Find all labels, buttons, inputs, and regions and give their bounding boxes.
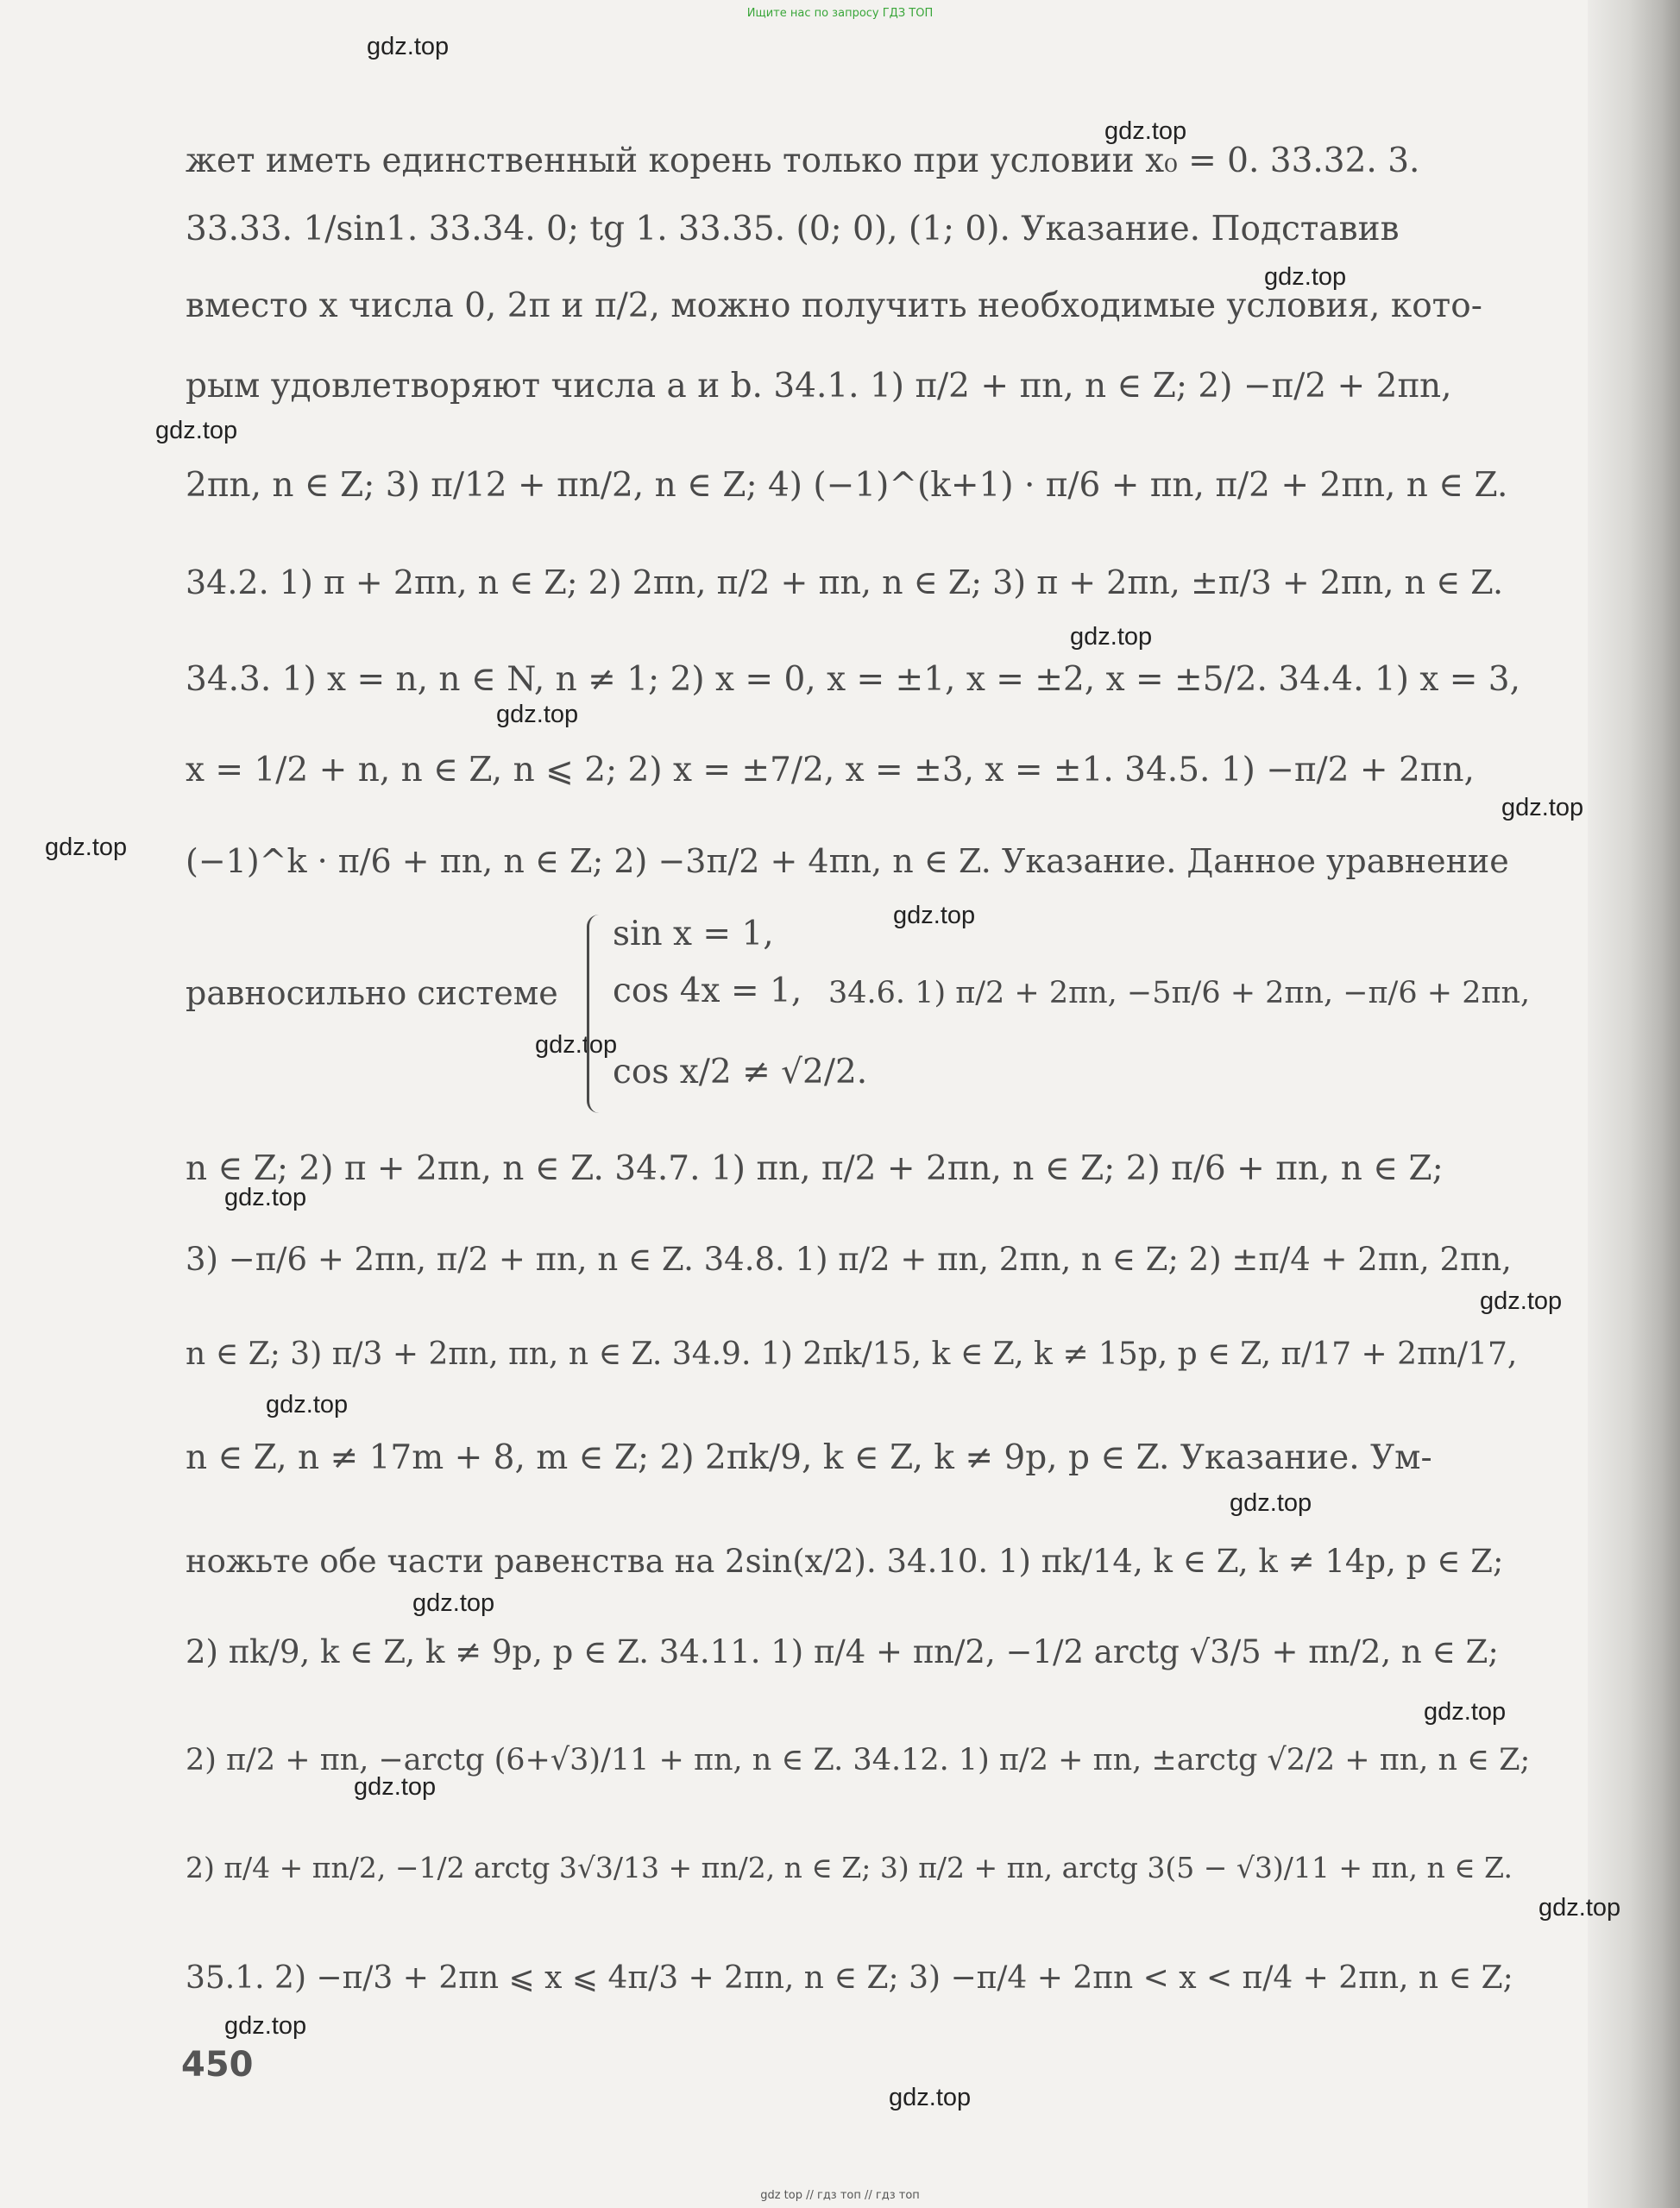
text-line: 3) −π/6 + 2πn, π/2 + πn, n ∈ Z. 34.8. 1) π/2 + πn, 2πn, n ∈ Z; 2) ±π/4 + 2πn, 2πn, [186,1241,1512,1278]
text-line: равносильно системе [186,974,558,1012]
watermark: gdz.top [1501,794,1584,821]
watermark: gdz.top [354,1773,437,1801]
book-spine-shadow [1588,0,1680,2208]
text-line: ножьте обе части равенства на 2sin(x/2). 34.10. 1) πk/14, k ∈ Z, k ≠ 14p, p ∈ Z; [186,1543,1504,1580]
text-line: 2) πk/9, k ∈ Z, k ≠ 9p, p ∈ Z. 34.11. 1) π/4 + πn/2, −1/2 arctg √3/5 + πn/2, n ∈ Z; [186,1633,1499,1670]
text-line: 2) π/4 + πn/2, −1/2 arctg 3√3/13 + πn/2, n ∈ Z; 3) π/2 + πn, arctg 3(5 − √3)/11 + πn, n ∈ Z. [186,1851,1513,1884]
page-number: 450 [181,2045,254,2085]
bottom-note: gdz top // гдз топ // гдз топ [760,2189,920,2202]
text-line: 2πn, n ∈ Z; 3) π/12 + πn/2, n ∈ Z; 4) (−1)^(k+1) · π/6 + πn, π/2 + 2πn, n ∈ Z. [186,466,1508,505]
text-line: n ∈ Z; 3) π/3 + 2πn, πn, n ∈ Z. 34.9. 1) 2πk/15, k ∈ Z, k ≠ 15p, p ∈ Z, π/17 + 2πn/17, [186,1337,1518,1372]
watermark: gdz.top [1538,1894,1621,1922]
watermark: gdz.top [1424,1698,1507,1726]
watermark: gdz.top [1230,1489,1312,1517]
system-equation: sin x = 1, [613,915,774,953]
watermark: gdz.top [1264,263,1347,291]
watermark: gdz.top [367,33,450,60]
watermark: gdz.top [224,2012,307,2040]
text-line: вместо x числа 0, 2π и π/2, можно получить необходимые условия, кото- [186,286,1482,325]
watermark: gdz.top [45,834,128,861]
text-line: 2) π/2 + πn, −arctg (6+√3)/11 + πn, n ∈ Z. 34.12. 1) π/2 + πn, ±arctg √2/2 + πn, n ∈ Z; [186,1743,1531,1777]
watermark: gdz.top [893,902,976,929]
system-brace [587,915,612,1113]
top-note: Ищите нас по запросу ГДЗ ТОП [746,7,934,20]
watermark: gdz.top [1104,117,1187,145]
system-equation: cos x/2 ≠ √2/2. [613,1053,868,1091]
watermark: gdz.top [1070,623,1153,651]
watermark: gdz.top [1480,1287,1563,1315]
text-line: 34.6. 1) π/2 + 2πn, −5π/6 + 2πn, −π/6 + 2πn, [828,976,1531,1010]
text-line: x = 1/2 + n, n ∈ Z, n ⩽ 2; 2) x = ±7/2, x = ±3, x = ±1. 34.5. 1) −π/2 + 2πn, [186,751,1475,789]
text-line: 34.2. 1) π + 2πn, n ∈ Z; 2) 2πn, π/2 + πn, n ∈ Z; 3) π + 2πn, ±π/3 + 2πn, n ∈ Z. [186,563,1504,601]
watermark: gdz.top [496,701,579,728]
watermark: gdz.top [266,1391,349,1419]
watermark: gdz.top [535,1031,618,1059]
text-line: рым удовлетворяют числа a и b. 34.1. 1) π/2 + πn, n ∈ Z; 2) −π/2 + 2πn, [186,367,1452,406]
text-line: 34.3. 1) x = n, n ∈ N, n ≠ 1; 2) x = 0, x = ±1, x = ±2, x = ±5/2. 34.4. 1) x = 3, [186,660,1521,699]
text-line: 33.33. 1/sin1. 33.34. 0; tg 1. 33.35. (0; 0), (1; 0). Указание. Подставив [186,210,1400,248]
watermark: gdz.top [155,417,238,444]
text-line: n ∈ Z; 2) π + 2πn, n ∈ Z. 34.7. 1) πn, π/2 + 2πn, n ∈ Z; 2) π/6 + πn, n ∈ Z; [186,1149,1444,1188]
text-line: (−1)^k · π/6 + πn, n ∈ Z; 2) −3π/2 + 4πn, n ∈ Z. Указание. Данное уравнение [186,842,1509,880]
watermark: gdz.top [224,1184,307,1211]
text-line: n ∈ Z, n ≠ 17m + 8, m ∈ Z; 2) 2πk/9, k ∈ Z, k ≠ 9p, p ∈ Z. Указание. Ум- [186,1438,1432,1477]
system-equation: cos 4x = 1, [613,972,802,1010]
watermark: gdz.top [412,1589,495,1617]
watermark: gdz.top [889,2084,972,2111]
text-line: жет иметь единственный корень только при условии x₀ = 0. 33.32. 3. [186,142,1420,180]
text-line: 35.1. 2) −π/3 + 2πn ⩽ x ⩽ 4π/3 + 2πn, n ∈ Z; 3) −π/4 + 2πn < x < π/4 + 2πn, n ∈ Z; [186,1960,1513,1996]
